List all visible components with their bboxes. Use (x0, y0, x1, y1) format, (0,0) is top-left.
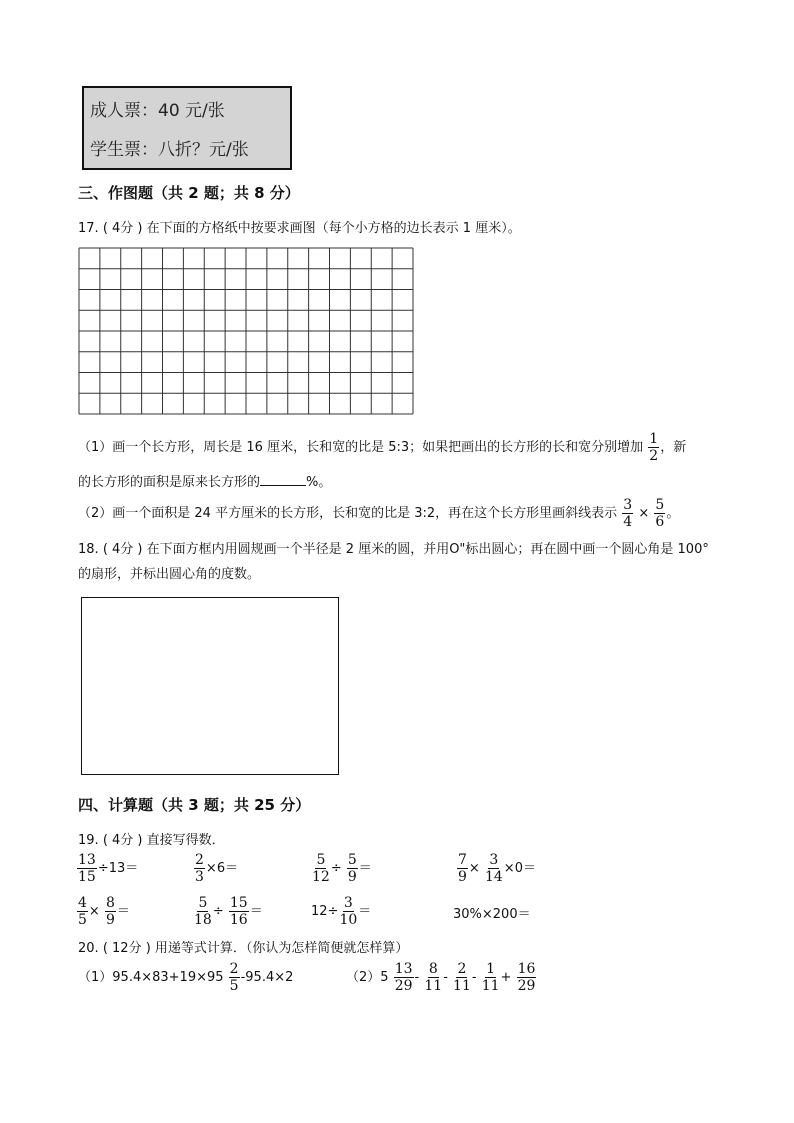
fraction (194, 896, 212, 927)
part1-text-end: ，新 (660, 440, 687, 455)
fraction (347, 853, 358, 884)
operator: ÷ (330, 861, 342, 876)
denominator: 11 (453, 978, 471, 994)
fraction (312, 853, 330, 884)
numerator: 5 (198, 895, 208, 911)
question-17-part-2 (78, 498, 679, 529)
denominator: 5 (229, 978, 239, 994)
question-text: 在下面方框内用圆规画一个半径是 2 厘米的圆，并用O"标出圆心；再在圆中画一个圆心角是 100° (146, 542, 709, 557)
question-20-prompt (78, 937, 408, 956)
operator: × (468, 861, 480, 876)
denominator: 9 (458, 869, 467, 885)
question-18-prompt-line-2: 的扇形，并标出圆心角的度数。 (78, 567, 261, 582)
fraction (622, 498, 633, 529)
operator: - (471, 970, 477, 985)
denominator: 16 (229, 912, 248, 928)
fraction (517, 962, 537, 993)
question-17-prompt (78, 217, 521, 236)
question-score: ( 12分 ) (102, 941, 151, 956)
operator: - (414, 970, 420, 985)
fraction (648, 432, 659, 463)
question-number: 17. (78, 221, 99, 236)
question-19-prompt (78, 829, 225, 848)
calc-tail: ＝ (249, 904, 263, 919)
numerator: 13 (78, 852, 96, 868)
part1-text-2: 的长方形的面积是原来长方形的 (78, 475, 261, 490)
calc-item-h: 30%×200＝ (453, 907, 531, 922)
expression-head: （1）95.4×83+19×95 (78, 970, 224, 985)
operator: + (500, 970, 512, 985)
fraction (453, 962, 471, 993)
calc-tail: ＝ (358, 861, 372, 876)
numerator: 15 (229, 895, 248, 911)
denominator: 10 (339, 912, 358, 928)
percent-sign: %。 (306, 475, 332, 490)
question-number: 20. (78, 941, 99, 956)
q20-part-2 (346, 962, 537, 993)
denominator: 12 (312, 869, 330, 885)
fraction (339, 896, 357, 927)
fraction (77, 853, 97, 884)
fraction (424, 962, 442, 993)
ticket-price-box (82, 86, 292, 170)
square-grid-paper[interactable] (78, 247, 414, 415)
numerator: 8 (428, 961, 438, 977)
calc-head: 12÷ (311, 904, 339, 919)
times-sign: × (638, 506, 650, 521)
calc-item-d (456, 853, 536, 884)
numerator: 1 (649, 431, 659, 447)
calc-item-a (76, 853, 138, 884)
denominator: 15 (78, 869, 96, 885)
question-number: 18. (78, 542, 99, 557)
question-text: 用递等式计算．（你认为怎样简便就怎样算） (154, 941, 409, 956)
operator: - (443, 970, 448, 985)
denominator: 11 (424, 978, 443, 994)
expression-tail: -95.4×2 (240, 970, 294, 985)
calc-item-g (311, 896, 371, 927)
question-18-prompt (78, 538, 709, 557)
question-score: ( 4分 ) (102, 833, 143, 848)
calc-tail: ×0＝ (503, 861, 536, 876)
fraction (229, 962, 240, 993)
fraction (77, 896, 88, 927)
part1-text: （1）画一个长方形，周长是 16 厘米，长和宽的比是 5:3；如果把画出的长方形的长和宽分别增加 (78, 440, 644, 455)
question-score: ( 4分 ) (102, 221, 143, 236)
fraction (105, 896, 116, 927)
expression-head: （2）5 (346, 970, 389, 985)
fraction (654, 498, 665, 529)
adult-ticket-price: 成人票：40 元/张 (90, 101, 225, 121)
calc-item-b (193, 853, 238, 884)
numerator: 16 (517, 961, 536, 977)
numerator: 3 (489, 852, 499, 868)
fraction (394, 962, 414, 993)
numerator: 5 (655, 497, 665, 513)
numerator: 13 (394, 961, 413, 977)
denominator: 18 (194, 912, 212, 928)
denominator: 29 (517, 978, 536, 994)
calc-item-c (311, 853, 372, 884)
drawing-box[interactable] (81, 597, 339, 775)
question-number: 19. (78, 833, 99, 848)
calc-item-f (193, 896, 263, 927)
part2-text: （2）画一个面积是 24 平方厘米的长方形，长和宽的比是 3:2，再在这个长方形里画斜线表示 (78, 506, 618, 521)
denominator: 9 (347, 869, 357, 885)
operator: ÷ (212, 904, 224, 919)
calc-item-e (76, 896, 130, 927)
q20-part-1 (78, 962, 293, 993)
question-17-part-1-line-2 (78, 471, 331, 490)
fraction (482, 962, 500, 993)
denominator: 9 (105, 912, 115, 928)
question-text: 直接写得数． (146, 833, 225, 848)
question-17-part-1 (78, 432, 686, 463)
calc-tail: ＝ (116, 904, 130, 919)
denominator: 29 (394, 978, 413, 994)
numerator: 7 (458, 852, 467, 868)
period: 。 (666, 506, 680, 521)
calc-tail: ＝ (358, 904, 372, 919)
denominator: 6 (655, 514, 665, 530)
section-4-title: 四、计算题（共 3 题；共 25 分） (78, 796, 311, 814)
student-ticket-price: 学生票：八折？元/张 (90, 140, 249, 160)
calc-tail: ÷13＝ (97, 861, 139, 876)
denominator: 14 (484, 869, 503, 885)
denominator: 3 (195, 869, 204, 885)
numerator: 8 (105, 895, 115, 911)
answer-blank[interactable] (260, 475, 306, 486)
calc-tail: ×6＝ (205, 861, 239, 876)
fraction (485, 853, 503, 884)
operator: × (88, 904, 100, 919)
numerator: 2 (195, 852, 204, 868)
fraction (457, 853, 468, 884)
fraction (229, 896, 249, 927)
question-text: 在下面的方格纸中按要求画图（每个小方格的边长表示 1 厘米）。 (146, 221, 521, 236)
numerator: 3 (343, 895, 353, 911)
numerator: 2 (229, 961, 239, 977)
denominator: 5 (78, 912, 87, 928)
denominator: 2 (649, 448, 659, 464)
numerator: 5 (316, 852, 326, 868)
numerator: 1 (486, 961, 496, 977)
numerator: 2 (457, 961, 467, 977)
denominator: 4 (623, 514, 633, 530)
denominator: 11 (481, 978, 500, 994)
numerator: 4 (78, 895, 87, 911)
question-score: ( 4分 ) (102, 542, 143, 557)
numerator: 5 (347, 852, 357, 868)
fraction (194, 853, 205, 884)
section-3-title: 三、作图题（共 2 题；共 8 分） (78, 184, 300, 202)
numerator: 3 (623, 497, 633, 513)
